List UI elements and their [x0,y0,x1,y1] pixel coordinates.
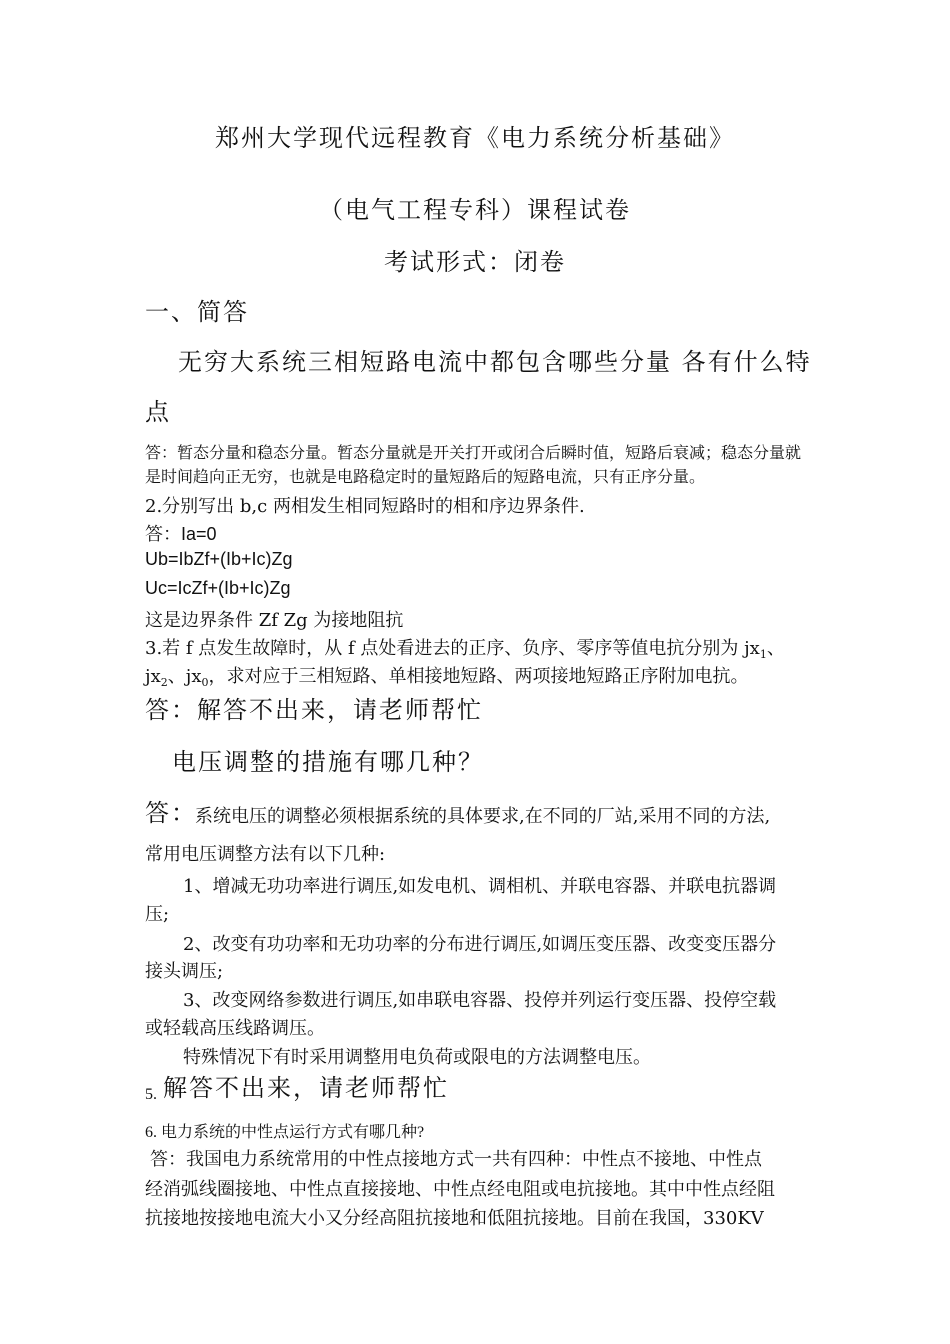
document-subtitle: （电气工程专科）课程试卷 [319,196,631,224]
question-5-number: 5. [145,1086,157,1103]
question-3-line-2 [145,662,748,689]
question-4: 电压调整的措施有哪几种？ [172,748,484,776]
method-1-line-1: 1、增减无功功率进行调压,如发电机、调相机、并联电容器、并联电抗器调 [183,876,777,897]
question-3-line-1 [145,634,785,661]
question-3-text-a: 3.若 f 点发生故障时，从 f 点处看进去的正序、负序、零序等值电抗分别为 jx [145,638,760,659]
answer-1-line-2: 是时间趋向正无穷，也就是电路稳定时的量短路后的短路电流，只有正序分量。 [145,469,706,486]
answer-3: 答：解答不出来，请老师帮忙 [145,696,483,724]
answer-2-line-4: 这是边界条件 Zf Zg 为接地阻抗 [145,610,404,631]
exam-form: 考试形式：闭卷 [384,248,566,276]
question-1-line-1: 无穷大系统三相短路电流中都包含哪些分量 各有什么特 [178,348,812,376]
answer-6-line-1: 答：我国电力系统常用的中性点接地方式一共有四种：中性点不接地、中性点 [150,1149,762,1170]
subscript-1: 1 [759,648,767,661]
answer-2-line-2: Ub=IbZf+(Ib+Ic)Zg [145,549,293,569]
method-2-line-1: 2、改变有功功率和无功功率的分布进行调压,如调压变压器、改变变压器分 [183,934,777,955]
answer-6-line-3: 抗接地按接地电流大小又分经高阻抗接地和低阻抗接地。目前在我国，330KV [145,1208,764,1229]
answer-4-line-1: 系统电压的调整必须根据系统的具体要求,在不同的厂站,采用不同的方法, [195,806,771,827]
subscript-2: 2 [160,676,168,689]
method-1-line-2: 压; [145,904,170,925]
question-3-text-b: 、 [766,638,785,659]
question-6: 6. 电力系统的中性点运行方式有哪几种? [145,1124,425,1141]
special-case: 特殊情况下有时采用调整用电负荷或限电的方法调整电压。 [183,1047,651,1068]
document-title: 郑州大学现代远程教育《电力系统分析基础》 [215,124,735,152]
question-1-line-2: 点 [145,398,171,426]
answer-1-line-1: 答：暂态分量和稳态分量。暂态分量就是开关打开或闭合后瞬时值，短路后衰减；稳态分量就 [145,445,802,462]
answer-2-line-1: 答：Ia=0 [145,524,217,544]
section-heading: 一、简答 [145,298,249,326]
question-3-text-d: 、jx [167,666,202,687]
question-2: 2.分别写出 b,c 两相发生相同短路时的相和序边界条件. [145,496,585,517]
answer-6-line-2: 经消弧线圈接地、中性点直接接地、中性点经电阻或电抗接地。其中中性点经阻 [145,1179,775,1200]
answer-2-line-3: Uc=IcZf+(Ib+Ic)Zg [145,578,291,598]
answer-4-label: 答： [145,799,197,827]
question-3-text-c: jx [145,666,161,687]
question-3-text-e: ，求对应于三相短路、单相接地短路、两项接地短路正序附加电抗。 [208,666,749,687]
method-3-line-2: 或轻载高压线路调压。 [145,1018,325,1039]
subscript-0: 0 [201,676,209,689]
answer-4-line-2: 常用电压调整方法有以下几种: [145,844,386,865]
answer-5: 解答不出来，请老师帮忙 [163,1074,449,1102]
method-2-line-2: 接头调压; [145,961,224,982]
method-3-line-1: 3、改变网络参数进行调压,如串联电容器、投停并列运行变压器、投停空载 [183,990,777,1011]
